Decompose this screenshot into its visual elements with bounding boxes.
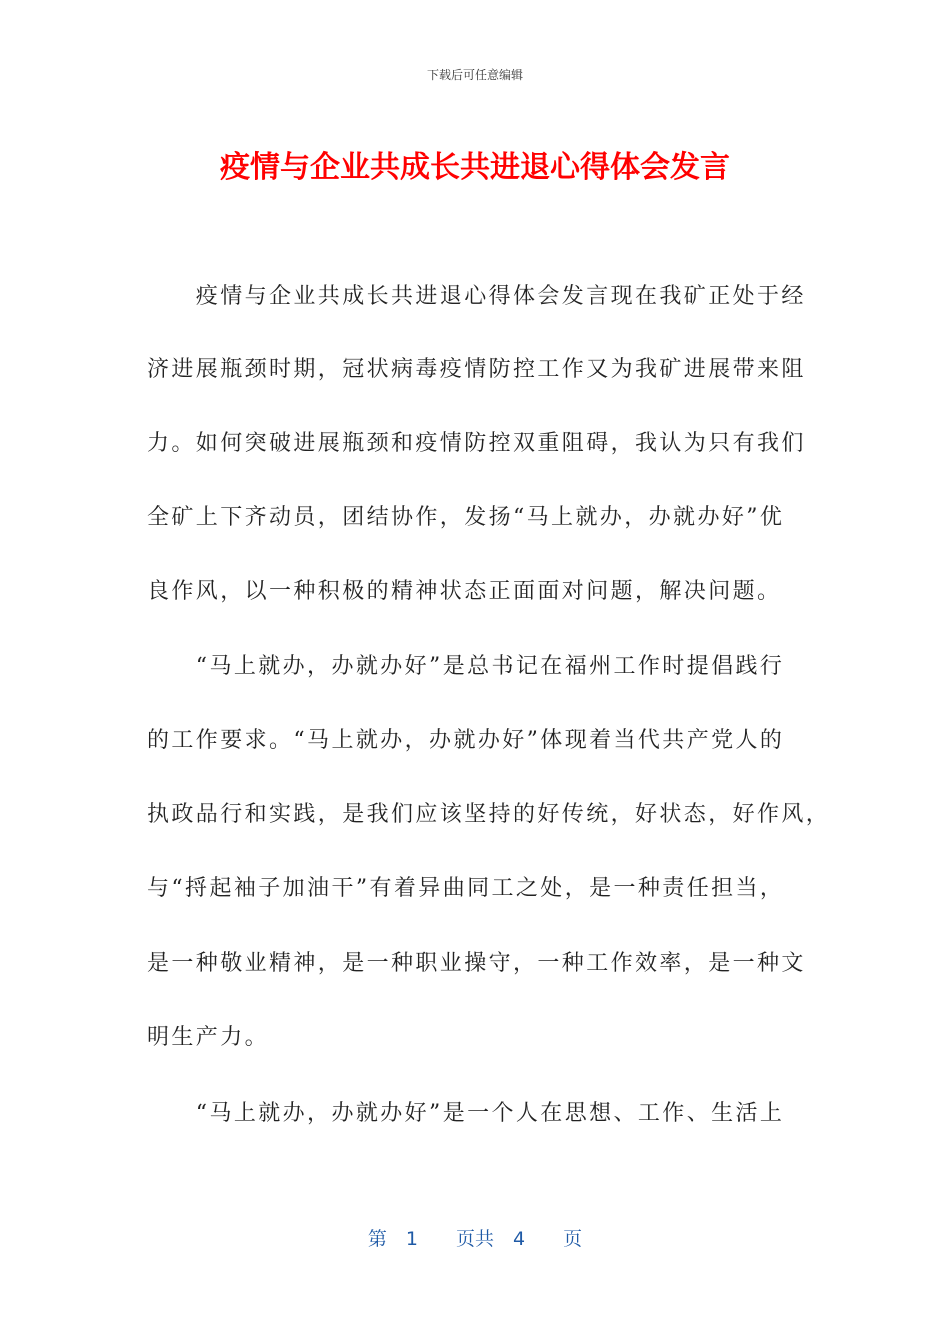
header-note: 下载后可任意编辑 xyxy=(426,68,523,82)
body-line: 与“捋起袖子加油干”有着异曲同工之处，是一种责任担当， xyxy=(147,876,785,901)
body-line: 良作风，以一种积极的精神状态正面面对问题，解决问题。 xyxy=(147,579,782,604)
body-line: 是一种敬业精神，是一种职业操守，一种工作效率，是一种文 xyxy=(147,951,806,976)
body-line: 济进展瓶颈时期，冠状病毒疫情防控工作又为我矿进展带来阻 xyxy=(147,357,806,382)
body-line: “马上就办，办就办好”是一个人在思想、工作、生活上 xyxy=(147,1101,785,1126)
document-title: 疫情与企业共成长共进退心得体会发言 xyxy=(220,150,730,185)
page-number-footer: 第 1 页共 4 页 xyxy=(367,1228,583,1250)
body-line: 力。如何突破进展瓶颈和疫情防控双重阻碍，我认为只有我们 xyxy=(147,431,806,456)
body-line: 执政品行和实践，是我们应该坚持的好传统，好状态，好作风， xyxy=(147,802,831,827)
body-line: 的工作要求。“马上就办，办就办好”体现着当代共产党人的 xyxy=(147,728,785,753)
body-line: “马上就办，办就办好”是总书记在福州工作时提倡践行 xyxy=(147,654,785,679)
body-line: 疫情与企业共成长共进退心得体会发言现在我矿正处于经 xyxy=(147,284,806,309)
body-line: 明生产力。 xyxy=(147,1025,270,1050)
body-line: 全矿上下齐动员，团结协作，发扬“马上就办，办就办好”优 xyxy=(147,505,785,530)
